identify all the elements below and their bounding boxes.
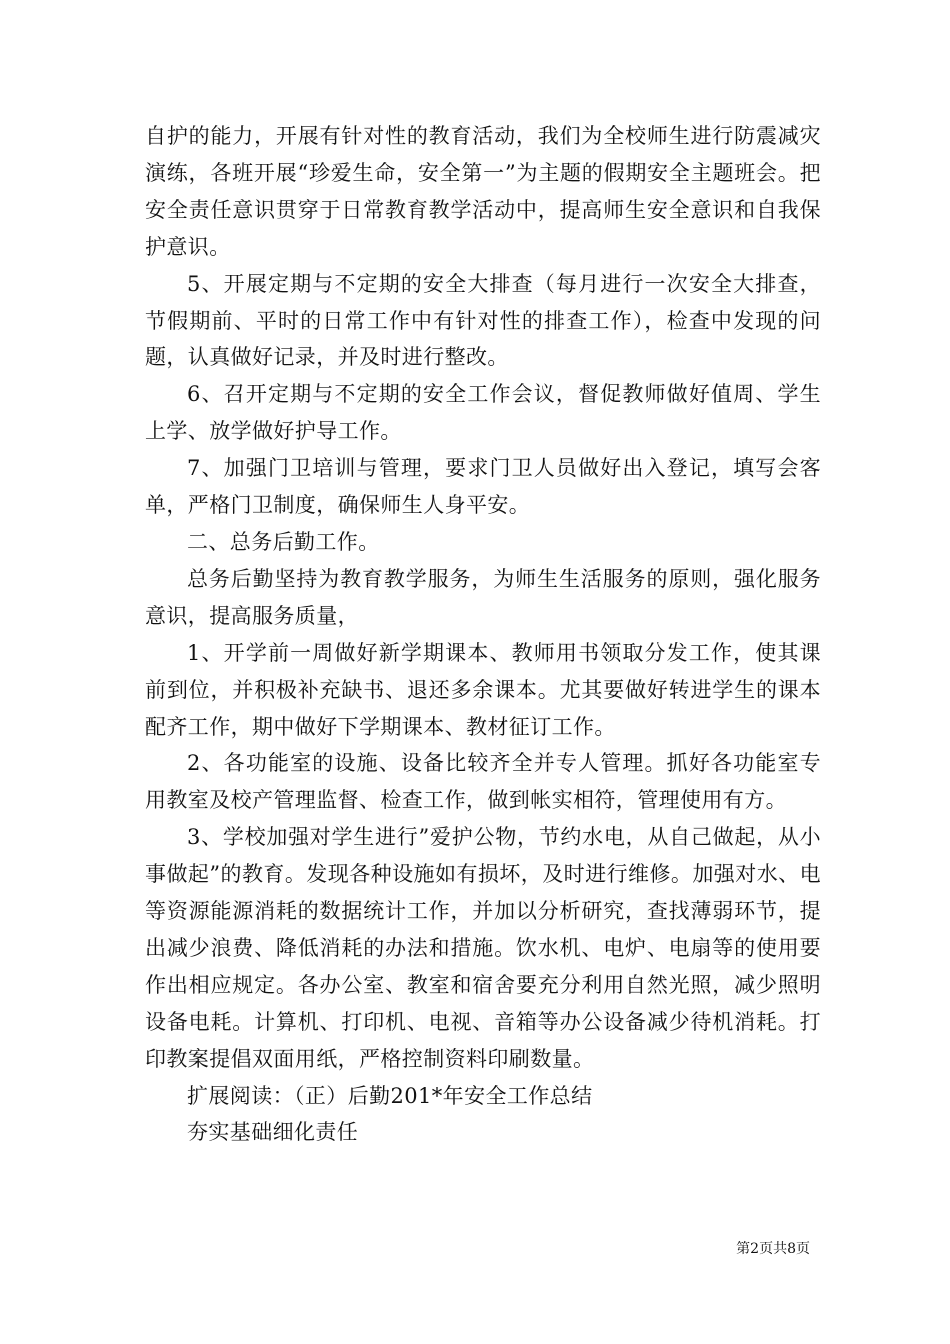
section-heading: 二、总务后勤工作。 <box>187 529 380 554</box>
paragraph-item-1: 1、开学前一周做好新学期课本、教师用书领取分发工作，使其课前到位，并积极补充缺书、退还多余课本。尤其要做好转进学生的课本配齐工作，期中做好下学期课本、教材征订工作。 <box>145 640 821 739</box>
paragraph-item-6: 6、召开定期与不定期的安全工作会议，督促教师做好值周、学生上学、放学做好护导工作。 <box>145 382 821 444</box>
paragraph-item-2: 2、各功能室的设施、设备比较齐全并专人管理。抓好各功能室专用教室及校产管理监督、检查工作，做到帐实相符，管理使用有方。 <box>145 751 821 813</box>
page-number: 第2页共8页 <box>736 1241 810 1257</box>
subheading: 夯实基础细化责任 <box>187 1120 359 1145</box>
paragraph-intro: 总务后勤坚持为教育教学服务，为师生生活服务的原则，强化服务意识，提高服务质量， <box>145 566 821 628</box>
paragraph-item-7: 7、加强门卫培训与管理，要求门卫人员做好出入登记，填写会客单，严格门卫制度，确保师生人身平安。 <box>145 456 821 518</box>
extended-reading: 扩展阅读：（正）后勤201*年安全工作总结 <box>187 1083 593 1108</box>
document-body <box>145 118 821 1151</box>
paragraph-item-3: 3、学校加强对学生进行”爱护公物，节约水电，从自己做起，从小事做起”的教育。发现各种设施如有损坏，及时进行维修。加强对水、电等资源能源消耗的数据统计工作，并加以分析研究，查找薄弱环节，提出减少浪费、降低消耗的办法和措施。饮水机、电炉、电扇等的使用要作出相应规定。各办公室、教室和宿舍要充分利用自然光照，减少照明设备电耗。计算机、打印机、电视、音箱等办公设备减少待机消耗。打印教案提倡双面用纸，严格控制资料印刷数量。 <box>145 825 821 1071</box>
paragraph-continuation: 自护的能力，开展有针对性的教育活动，我们为全校师生进行防震减灾演练，各班开展“珍爱生命，安全第一”为主题的假期安全主题班会。把安全责任意识贯穿于日常教育教学活动中，提高师生安全意识和自我保护意识。 <box>145 124 821 259</box>
paragraph-item-5: 5、开展定期与不定期的安全大排查（每月进行一次安全大排查，节假期前、平时的日常工作中有针对性的排查工作），检查中发现的问题，认真做好记录，并及时进行整改。 <box>145 271 821 370</box>
